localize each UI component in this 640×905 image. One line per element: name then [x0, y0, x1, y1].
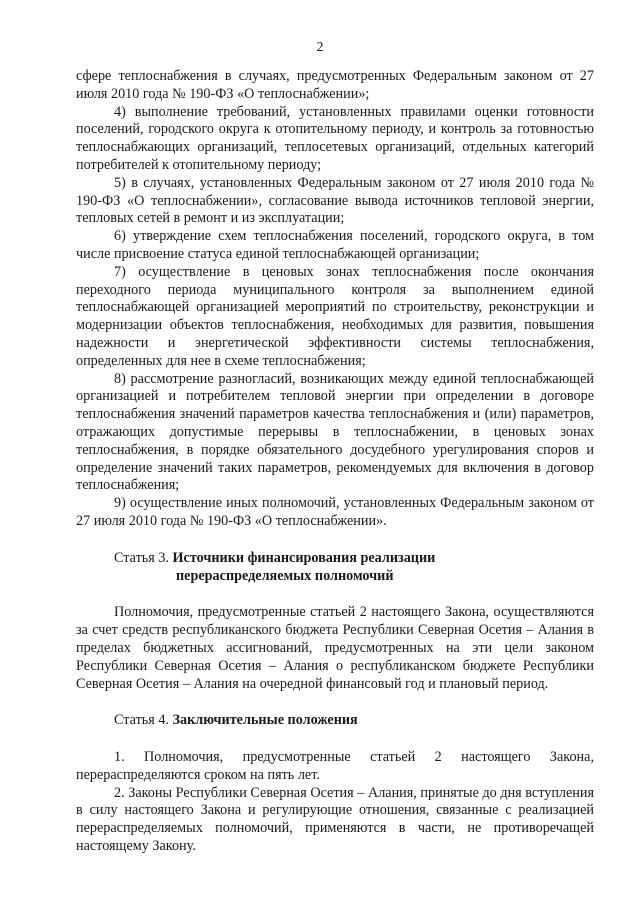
- article3-body: Полномочия, предусмотренные статьей 2 настоящего Закона, осуществляются за счет средств республиканского бюджета Республики Северная Осетия – Алания в пределах бюджетных ассигнований, предусмотренных на эти цели законом Республики Северная Осетия – Алания о республиканском бюджете Республики Северная Осетия – Алания на очередной финансовый год и плановый период.: [76, 604, 594, 692]
- list-item: сфере теплоснабжения в случаях, предусмотренных Федеральным законом от 27 июля 2010 года № 190-ФЗ «О теплоснабжении»;: [76, 68, 594, 102]
- article3-title-line1: Источники финансирования реализации: [172, 549, 436, 566]
- article4-title: Заключительные положения: [172, 712, 358, 729]
- list-item: 4) выполнение требований, установленных правилами оценки готовности поселений, городского округа к отопительному периоду, и контроль за готовностью теплоснабжающих организаций, теплосетевых организаций, отдельных категорий потребителей к отопительному периоду;: [76, 103, 594, 173]
- document-body: [76, 68, 594, 856]
- article4-prefix: Статья 4.: [114, 712, 173, 729]
- list-item: 8) рассмотрение разногласий, возникающих между единой теплоснабжающей организацией и потребителем тепловой энергии при определении в договоре теплоснабжения значений параметров качества теплоснабжения и (или) параметров, отражающих допустимые перерывы в теплоснабжении, в ценовых зонах теплоснабжения, в порядке обязательного досудебного урегулирования споров и определение значений таких параметров, рекомендуемых для включения в договор теплоснабжения;: [76, 370, 594, 494]
- article4-heading: [76, 712, 594, 730]
- article3-prefix: Статья 3.: [114, 549, 173, 566]
- article4-item-1: 1. Полномочия, предусмотренные статьей 2 настоящего Закона, перераспределяются сроком на пять лет.: [76, 749, 594, 783]
- list-item: 7) осуществление в ценовых зонах теплоснабжения после окончания переходного периода муниципального контроля за выполнением единой теплоснабжающей организацией мероприятий по строительству, реконструкции и модернизации объектов теплоснабжения, необходимых для развития, повышения надежности и энергетической эффективности системы теплоснабжения, определенных для нее в схеме теплоснабжения;: [76, 263, 594, 369]
- article4-item-2: 2. Законы Республики Северная Осетия – Алания, принятые до дня вступления в силу настоящего Закона и регулирующие отношения, связанные с реализацией перераспределяемых полномочий, применяются в части, не противоречащей настоящему Закону.: [76, 784, 594, 855]
- list-item: 5) в случаях, установленных Федеральным законом от 27 июля 2010 года № 190-ФЗ «О теплоснабжении», согласование вывода источников тепловой энергии, тепловых сетей в ремонт и из эксплуатации;: [76, 174, 594, 227]
- page-number: 2: [316, 40, 324, 55]
- article2-list: [76, 68, 594, 531]
- article3-title-line2: перераспределяемых полномочий: [176, 567, 394, 584]
- article3-heading: [76, 550, 594, 586]
- list-item: 9) осуществление иных полномочий, установленных Федеральным законом от 27 июля 2010 года № 190-ФЗ «О теплоснабжении».: [76, 495, 594, 529]
- list-item: 6) утверждение схем теплоснабжения поселений, городского округа, в том числе присвоение статуса единой теплоснабжающей организации;: [76, 228, 594, 262]
